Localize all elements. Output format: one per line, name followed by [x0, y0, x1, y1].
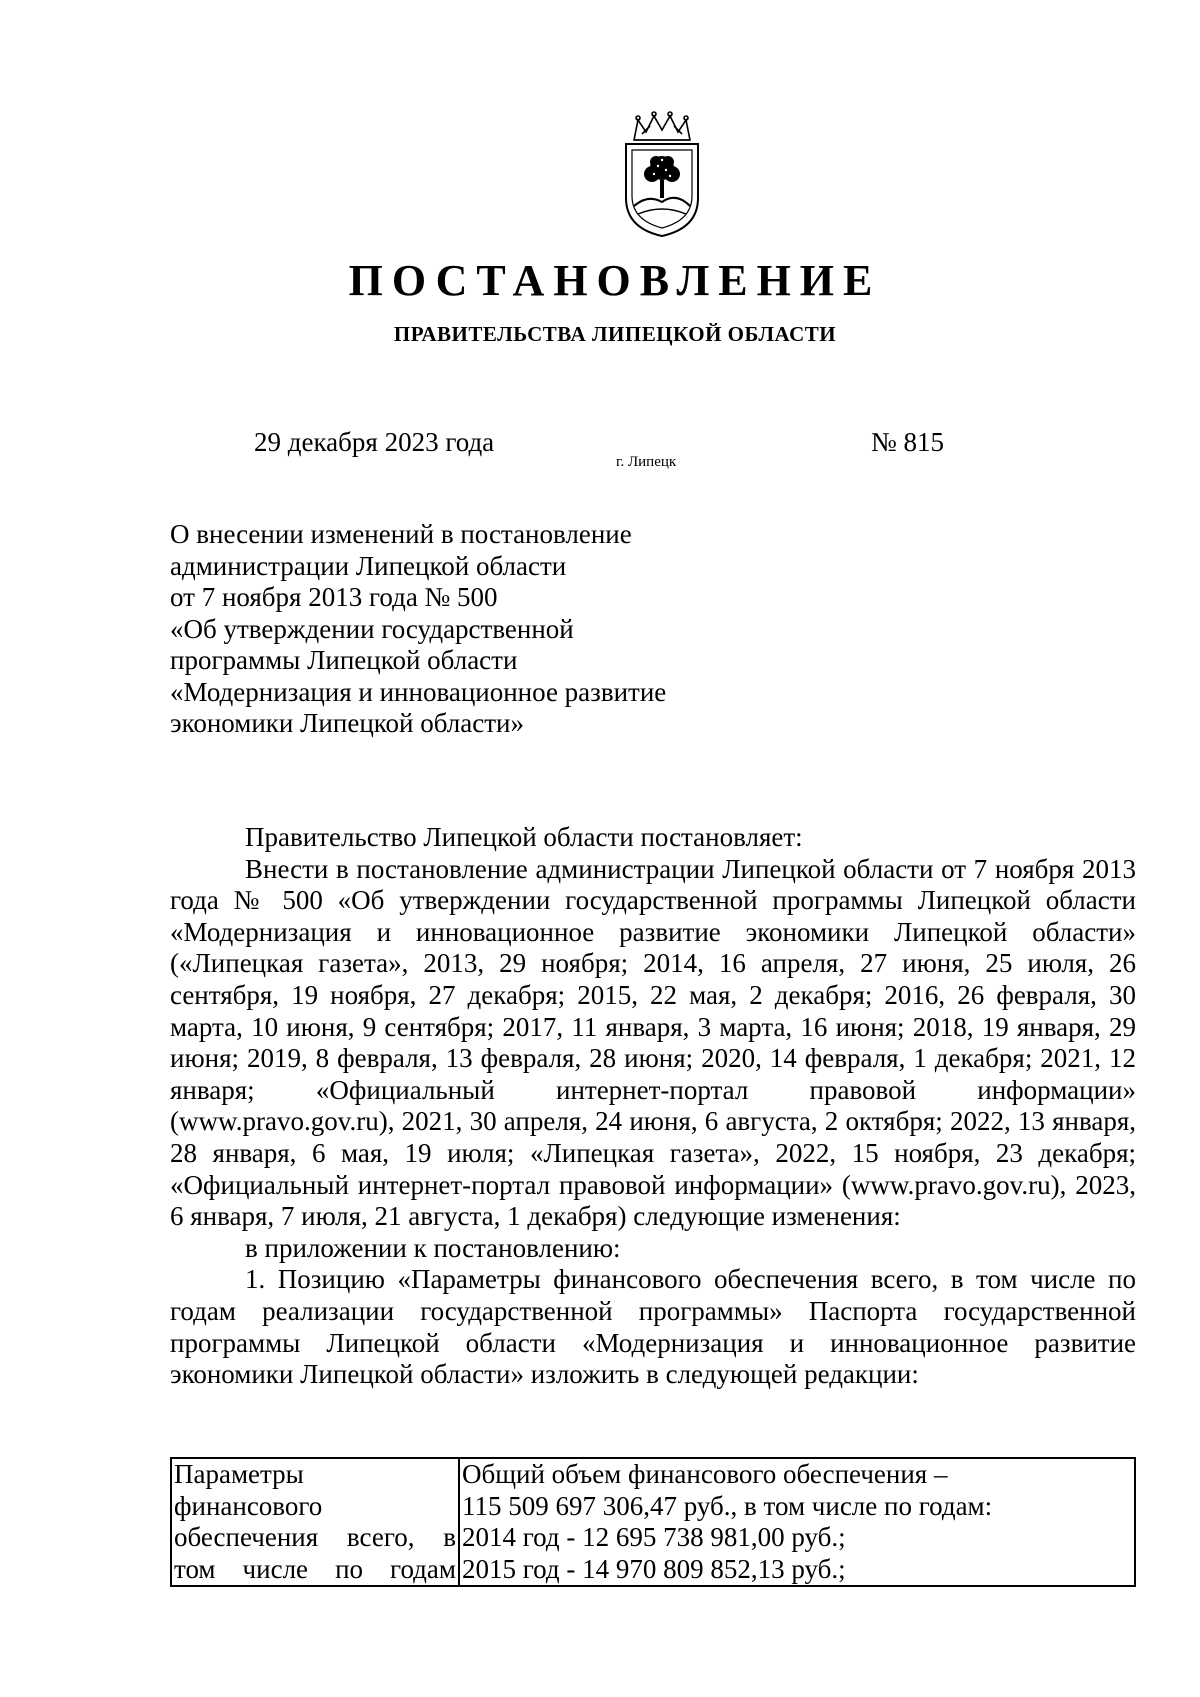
- document-subtitle: ПРАВИТЕЛЬСТВА ЛИПЕЦКОЙ ОБЛАСТИ: [393, 322, 837, 346]
- coat-of-arms-icon: [616, 110, 708, 240]
- table-cell-line: обеспечения всего, в: [174, 1522, 456, 1553]
- table-cell-line: 2014 год - 12 695 738 981,00 руб.;: [462, 1522, 846, 1553]
- heading-line: «Об утверждении государственной: [170, 613, 574, 644]
- heading-line: экономики Липецкой области»: [170, 708, 524, 738]
- table-cell-line: том числе по годам: [174, 1553, 456, 1584]
- heading-line: программы Липецкой области: [170, 645, 518, 675]
- table-cell-line: Общий объем финансового обеспечения –: [462, 1459, 948, 1489]
- body-paragraph: Правительство Липецкой области постановляет:: [245, 822, 803, 852]
- table-cell-label: [171, 1458, 459, 1586]
- document-number: № 815: [871, 427, 945, 457]
- document-title: ПОСТАНОВЛЕНИЕ: [348, 256, 882, 305]
- body-paragraph: 1. Позицию «Параметры финансового обеспечения всего, в том числе по годам реализации государственной программы» Паспорта государственной программы Липецкой области «Модернизация и инновационное развитие экономики Липецкой области» изложить в следующей редакции:: [170, 1264, 1136, 1390]
- table-cell-value: [459, 1458, 1135, 1586]
- document-city: г. Липецк: [616, 454, 677, 470]
- heading-line: от 7 ноября 2013 года № 500: [170, 582, 498, 612]
- document-body: [170, 822, 1136, 1391]
- table-cell-line: Параметры: [174, 1459, 304, 1489]
- body-paragraph: в приложении к постановлению:: [245, 1232, 621, 1263]
- heading-line: О внесении изменений в постановление: [170, 519, 632, 549]
- table-row: [171, 1458, 1135, 1586]
- heading-line: администрации Липецкой области: [170, 550, 567, 581]
- heading-line: «Модернизация и инновационное развитие: [170, 676, 667, 707]
- table-cell-line: 115 509 697 306,47 руб., в том числе по годам:: [462, 1490, 993, 1521]
- financing-table: [170, 1457, 1136, 1587]
- document-date: 29 декабря 2023 года: [254, 427, 495, 457]
- body-paragraph: Внести в постановление администрации Липецкой области от 7 ноября 2013 года № 500 «Об утверждении государственной программы Липецкой области «Модернизация и инновационное развитие экономики Липецкой области» («Липецкая газета», 2013, 29 ноября; 2014, 16 апреля, 27 июня, 25 июля, 26 сентября, 19 ноября, 27 декабря; 2015, 22 мая, 2 декабря; 2016, 26 февраля, 30 марта, 10 июня, 9 сентября; 2017, 11 января, 3 марта, 16 июня; 2018, 19 января, 29 июня; 2019, 8 февраля, 13 февраля, 28 июня; 2020, 14 февраля, 1 декабря; 2021, 12 января; «Официальный интернет-портал правовой информации» (www.pravo.gov.ru), 2021, 30 апреля, 24 июня, 6 августа, 2 октября; 2022, 13 января, 28 января, 6 мая, 19 июля; «Липецкая газета», 2022, 15 ноября, 23 декабря; «Официальный интернет-портал правовой информации» (www.pravo.gov.ru), 2023, 6 января, 7 июля, 21 августа, 1 декабря) следующие изменения:: [170, 853, 1136, 1232]
- table-cell-line: 2015 год - 14 970 809 852,13 руб.;: [462, 1553, 846, 1584]
- table-cell-line: финансового: [174, 1490, 323, 1521]
- document-heading: [170, 519, 666, 740]
